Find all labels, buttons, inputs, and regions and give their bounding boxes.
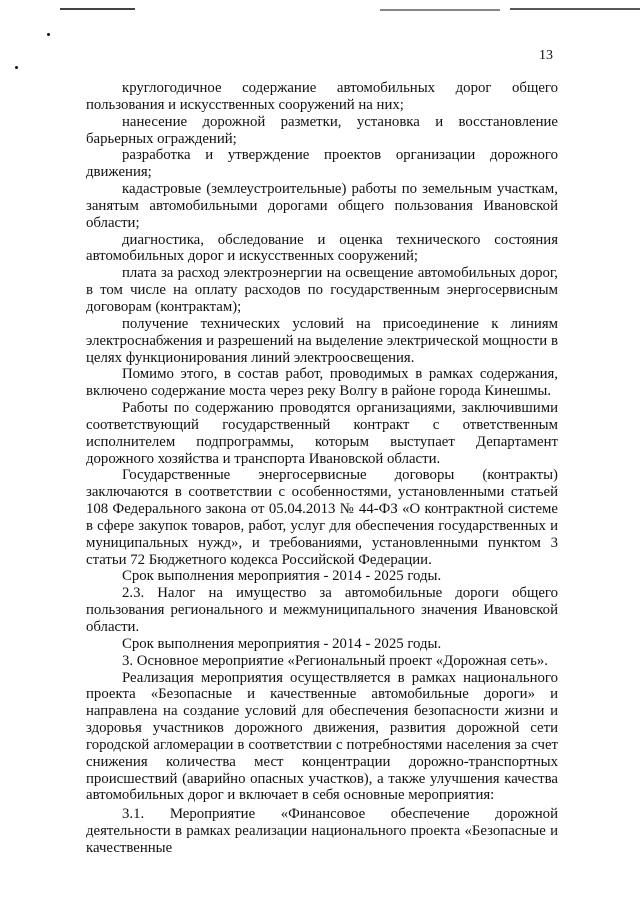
scan-artifact-line [60, 8, 135, 10]
paragraph-deadline: Срок выполнения мероприятия - 2014 - 2025 годы. [122, 568, 442, 585]
paragraph-financing: 3.1. Мероприятие «Финансовое обеспечение дорожной деятельности в рамках реализации национального проекта «Безопасные и качественные [86, 806, 558, 856]
paragraph-energy-contracts: Государственные энергосервисные договоры (контракты) заключаются в соответствии с особенностями, установленными статьей 108 Федерального закона от 05.04.2013 № 44-ФЗ «О контрактной системе в сфере закупок товаров, работ, услуг для обеспечения государственных и муниципальных нужд», и требованиями, установленными пунктом 3 статьи 72 Бюджетного кодекса Российской Федерации. [86, 467, 558, 568]
paragraph-diagnostics: диагностика, обследование и оценка технического состояния автомобильных дорог и искусственных сооружений; [86, 231, 558, 265]
paragraph-markings: нанесение дорожной разметки, установка и восстановление барьерных ограждений; [86, 113, 558, 147]
paragraph-bridge: Помимо этого, в состав работ, проводимых в рамках содержания, включено содержание моста через реку Волгу в районе города Кинешмы. [86, 366, 558, 400]
page-number: 13 [539, 48, 553, 63]
paragraph-deadline: Срок выполнения мероприятия - 2014 - 2025 годы. [122, 635, 442, 652]
paragraph-connection: получение технических условий на присоединение к линиям электроснабжения и разрешений на выделение электрической мощности в целях функционирования линий электроосвещения. [86, 315, 558, 366]
body-text [86, 80, 558, 857]
scan-speck [47, 33, 50, 36]
scan-speck [15, 66, 18, 69]
scan-artifact-line [380, 9, 500, 11]
paragraph-maintenance: круглогодичное содержание автомобильных дорог общего пользования и искусственных сооружений на них; [86, 80, 558, 113]
paragraph-contractors: Работы по содержанию проводятся организациями, заключившими соответствующий государственный контракт с ответственным исполнителем подпрограммы, которым выступает Департамент дорожного хозяйства и транспорта Ивановской области. [86, 400, 558, 467]
paragraph-implementation: Реализация мероприятия осуществляется в рамках национального проекта «Безопасные и качественные автомобильные дороги» и направлена на создание условий для обеспечения безопасности жизни и здоровья участников дорожного движения, развития дорожной сети городской агломерации в соответствии с потребностями населения за счет снижения количества мест концентрации дорожно-транспортных происшествий (аварийно опасных участков), а также улучшения качества автомобильных дорог и включает в себя основные мероприятия: [86, 669, 558, 804]
scan-artifact-line [510, 8, 640, 10]
paragraph-property-tax: 2.3. Налог на имущество за автомобильные дороги общего пользования регионального и межмуниципального значения Ивановской области. [86, 585, 558, 635]
paragraph-electricity: плата за расход электроэнергии на освещение автомобильных дорог, в том числе на оплату расходов по государственным энергосервисным договорам (контрактам); [86, 265, 558, 315]
paragraph-cadastral: кадастровые (землеустроительные) работы по земельным участкам, занятым автомобильными дорогами общего пользования Ивановской области; [86, 181, 558, 231]
paragraph-traffic-projects: разработка и утверждение проектов организации дорожного движения; [86, 147, 558, 181]
paragraph-road-network: 3. Основное мероприятие «Региональный проект «Дорожная сеть». [122, 652, 548, 669]
